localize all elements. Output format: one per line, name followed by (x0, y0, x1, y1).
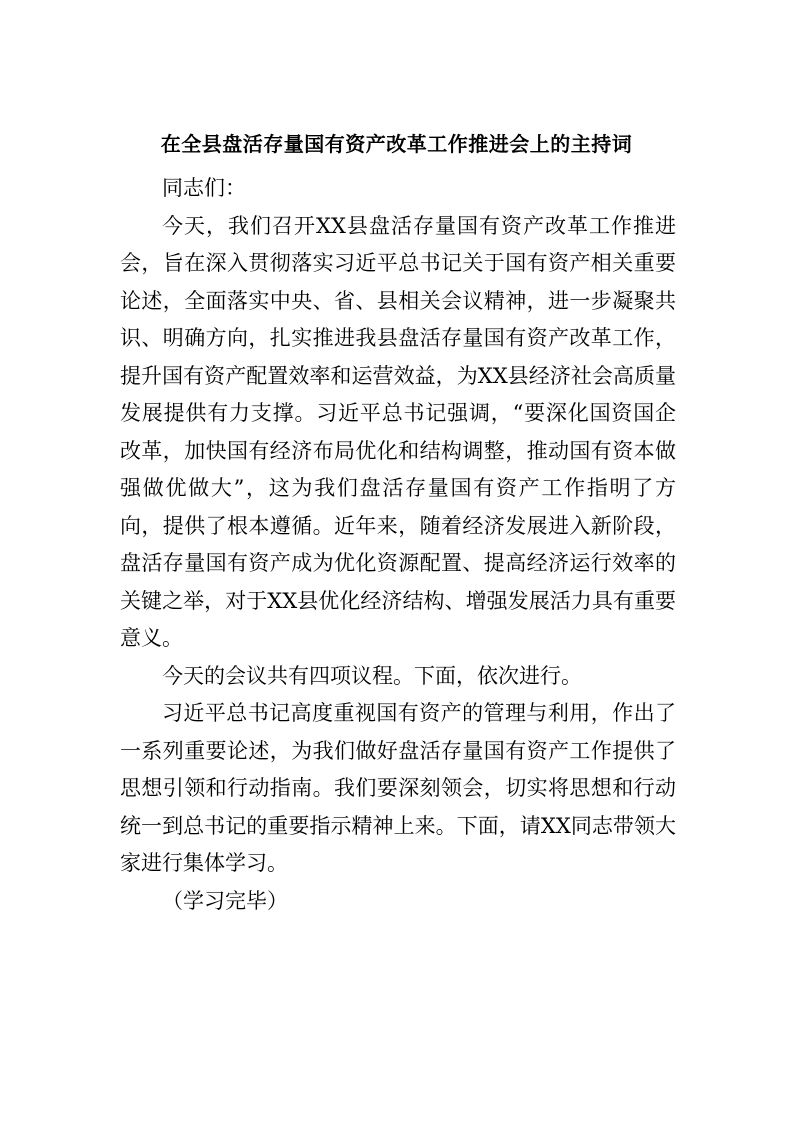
document-title: 在全县盘活存量国有资产改革工作推进会上的主持词 (160, 132, 633, 156)
paragraph-agenda: 今天的会议共有四项议程。下面，依次进行。 (162, 663, 582, 688)
salutation: 同志们： (162, 176, 246, 200)
paragraph-study: 习近平总书记高度重视国有资产的管理与利用，作出了一系列重要论述，为我们做好盘活存量国有资产工作提供了思想引领和行动指南。我们要深刻领会，切实将思想和行动统一到总书记的重要指示精神上来。下面，请XX同志带领大家进行集体学习。 (120, 701, 676, 875)
document-body (120, 170, 676, 920)
closing-note: （学习完毕） (162, 888, 288, 913)
paragraph-opening: 今天，我们召开XX县盘活存量国有资产改革工作推进会，旨在深入贯彻落实习近平总书记关于国有资产相关重要论述，全面落实中央、省、县相关会议精神，进一步凝聚共识、明确方向，扎实推进我县盘活存量国有资产改革工作，提升国有资产配置效率和运营效益，为XX县经济社会高质量发展提供有力支撑。习近平总书记强调，“要深化国资国企改革，加快国有经济布局优化和结构调整，推动国有资本做强做优做大”，这为我们盘活存量国有资产工作指明了方向，提供了根本遵循。近年来，随着经济发展进入新阶段，盘活存量国有资产成为优化资源配置、提高经济运行效率的关键之举，对于XX县优化经济结构、增强发展活力具有重要意义。 (120, 213, 676, 650)
